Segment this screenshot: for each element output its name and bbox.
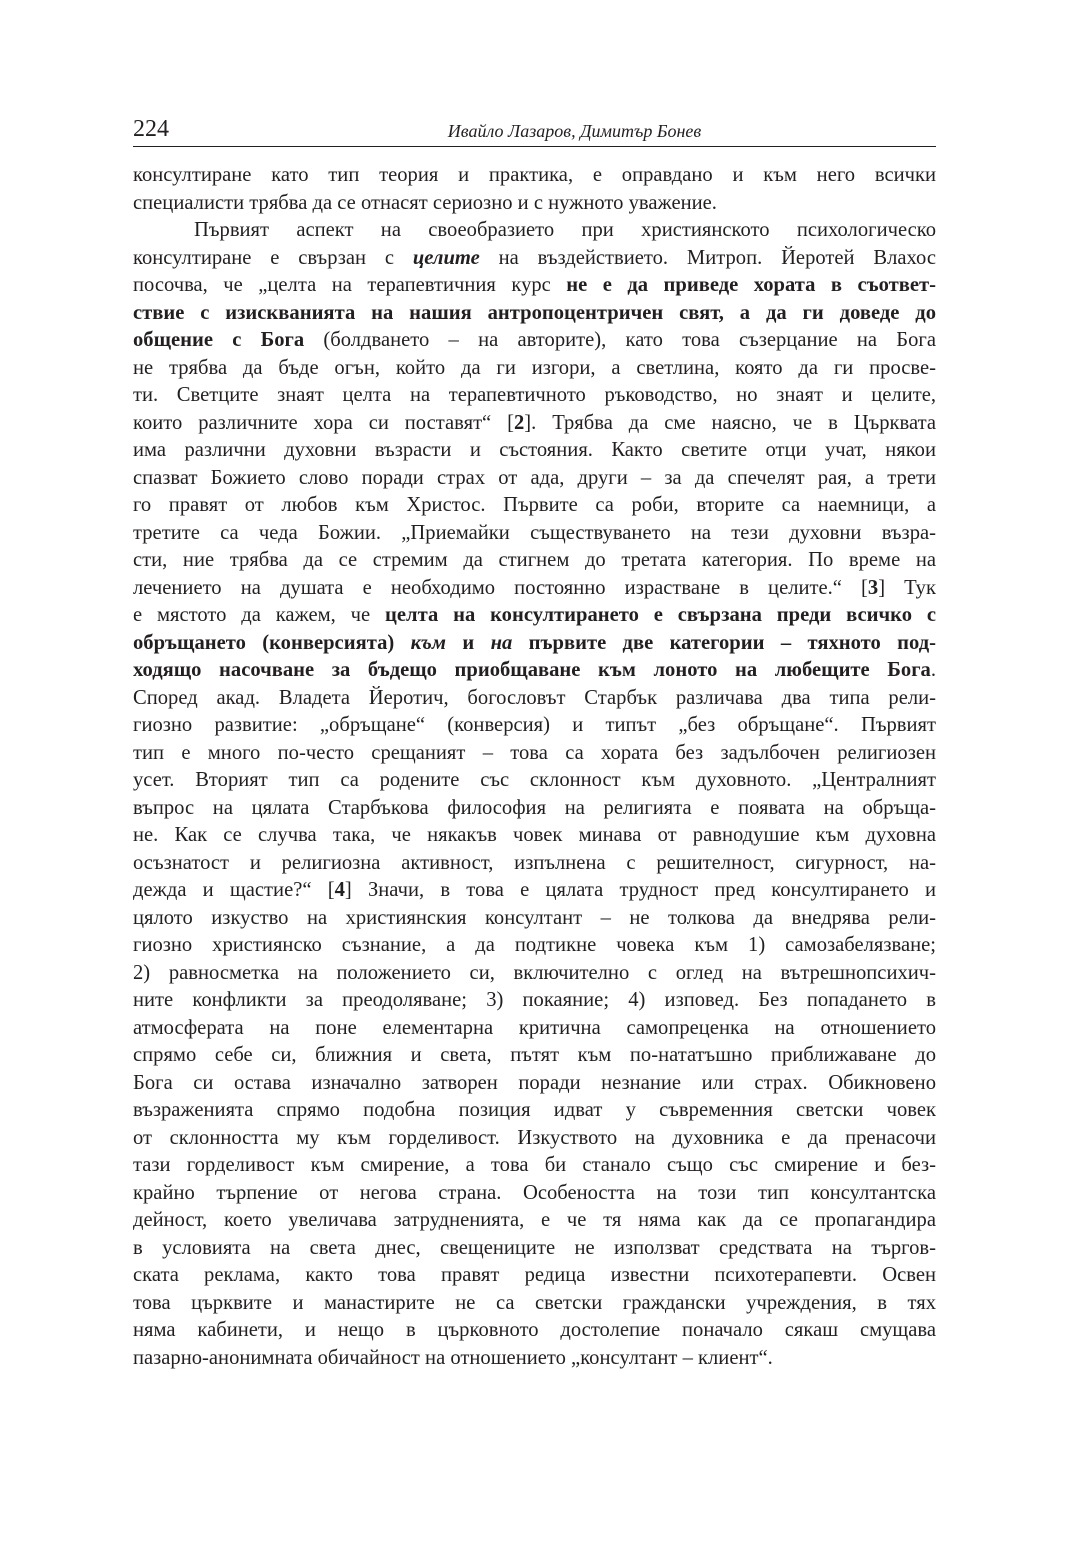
text-line: [133, 547, 936, 575]
text-span: ните конфликти за преодоляване; 3) покаяние; 4) изповед. Без попадането в: [133, 989, 936, 1011]
text-line: [133, 960, 936, 988]
emphasis-span: ствие с изискванията на нашия антропоцентричен свят, а да ги доведе до: [133, 301, 936, 324]
text-span: няма кабинети, и нещо в църковното достолепие поначало сякаш смущава: [133, 1319, 936, 1341]
text-line: [133, 740, 936, 768]
text-span: тази горделивост към смирение, а това би станало също със смирение и без-: [133, 1154, 936, 1176]
text-line: [133, 575, 936, 603]
text-span: дейност, което увеличава затрудненията, е че тя няма как да се пропагандира: [133, 1209, 936, 1231]
running-head: Ивайло Лазаров, Димитър Бонев: [447, 121, 702, 141]
text-span: ] Значи, в това е цялата трудност пред консултирането и: [344, 879, 936, 901]
text-line: [133, 630, 936, 658]
text-span: го правят от любов към Христос. Първите са роби, вторите са наемници, а: [133, 494, 936, 516]
emphasis-span: ходящо насочване за бъдещо приобщаване към лоното на любещите Бога: [133, 659, 931, 681]
body-text: [133, 162, 936, 1372]
text-line: [133, 1290, 936, 1318]
text-line: [133, 1042, 936, 1070]
text-span: осъзнатост и религиозна активност, изпълнена с решителност, сигурност, на-: [133, 851, 936, 874]
emphasis-span: целите: [412, 246, 480, 269]
text-span: не. Как се случва така, че някакъв човек минава от равнодушие към духовна: [133, 824, 936, 846]
text-line: [133, 245, 936, 273]
text-span: атмосферата на поне елементарна критична самопреценка на отношението: [133, 1016, 936, 1039]
text-span: .: [930, 659, 936, 681]
text-span: 2) равносметка на положението си, включително с оглед на вътрешнопсихич-: [133, 961, 936, 984]
text-line: [133, 1125, 936, 1153]
text-line: [133, 657, 936, 685]
text-span: спазват Божието слово поради страх от ада, други – за да спечелят рая, а трети: [133, 466, 936, 489]
text-span: консултиране е свързан с: [133, 246, 413, 269]
text-span: спрямо себе си, ближния и света, пътят към по-нататъшно приближаване до: [133, 1044, 936, 1066]
text-span: специалисти трябва да се отнасят сериозно и с нужното уважение.: [133, 191, 717, 214]
text-span: Според акад. Владета Йеротич, богословът Старбък различава два типа рели-: [133, 686, 936, 709]
page-header: [133, 112, 936, 147]
text-line: [133, 520, 936, 548]
text-span: ската реклама, както това правят редица известни психотерапевти. Освен: [133, 1264, 936, 1286]
text-span: усет. Вторият тип са родените със склонност към духовното. „Централният: [133, 769, 936, 791]
text-span: гиозно развитие: „обръщане“ (конверсия) и типът „без обръщане“. Първият: [133, 714, 936, 736]
text-line: [133, 410, 936, 438]
text-line: [133, 767, 936, 795]
text-span: е мястото да кажем, че: [133, 604, 386, 626]
text-line: [133, 465, 936, 493]
text-span: Бога си остава изначално затворен поради незнание или страх. Обикновено: [133, 1071, 936, 1094]
emphasis-span: 4: [334, 879, 345, 901]
text-span: ] Тук: [878, 576, 936, 599]
text-span: гиозно християнско съзнание, а да подтикне човека към 1) самозабелязване;: [133, 934, 936, 956]
text-span: дежда и щастие?“ [: [133, 879, 335, 901]
text-line: [133, 355, 936, 383]
text-span: консултиране като тип теория и практика, е оправдано и към него всички: [133, 164, 936, 186]
text-line: [133, 795, 936, 823]
text-span: третите са чеда Божии. „Приемайки съществуването на тези духовни възра-: [133, 521, 936, 544]
emphasis-span: и: [446, 631, 491, 654]
text-line: [133, 217, 936, 245]
text-line: [133, 437, 936, 465]
text-line: [133, 685, 936, 713]
text-line: [133, 1015, 936, 1043]
text-line: [133, 492, 936, 520]
text-line: [133, 1152, 936, 1180]
text-line: [133, 190, 936, 218]
text-line: [133, 162, 936, 190]
text-span: посочва, че „целта на терапевтичния курс: [133, 274, 567, 296]
text-span: от склонността му към горделивост. Изкуството на духовника е да пренасочи: [133, 1126, 936, 1149]
emphasis-span: първите две категории – тяхното под-: [512, 631, 936, 654]
text-span: не трябва да бъде огън, който да ги изгори, а светлина, която да ги просве-: [133, 356, 936, 379]
text-span: това църквите и манастирите не са светски граждански учреждения, в тях: [133, 1291, 936, 1314]
text-line: [133, 1180, 936, 1208]
text-line: [133, 1345, 936, 1373]
text-line: [133, 850, 936, 878]
emphasis-span: не е да приведе хората в съответ-: [566, 274, 936, 296]
text-span: лечението на душата е необходимо постоянно израстване в целите.“ [: [133, 576, 868, 599]
text-span: в условията на света днес, свещениците не използват средствата на търгов-: [133, 1236, 936, 1259]
emphasis-span: на: [490, 631, 513, 654]
text-span: възраженията спрямо подобна позиция идват у съвременния светски човек: [133, 1099, 936, 1121]
text-line: [133, 602, 936, 630]
text-line: [133, 987, 936, 1015]
emphasis-span: 2: [513, 411, 525, 434]
text-line: [133, 300, 936, 328]
text-span: цялото изкуство на християнския консултант – не толкова да внедрява рели-: [133, 906, 936, 929]
text-line: [133, 382, 936, 410]
text-line: [133, 1207, 936, 1235]
page-number: 224: [133, 116, 169, 142]
text-line: [133, 822, 936, 850]
text-line: [133, 877, 936, 905]
text-line: [133, 1262, 936, 1290]
text-span: крайно търпение от негова страна. Особеността на този тип консултантска: [133, 1181, 936, 1204]
emphasis-span: целта на консултирането е свързана преди всичко с: [385, 604, 936, 626]
text-span: на въздействието. Митроп. Йеротей Влахос: [479, 246, 936, 269]
text-span: ти. Светците знаят целта на терапевтичното ръководство, но знаят и целите,: [133, 384, 936, 406]
emphasis-span: към: [410, 631, 446, 654]
text-line: [133, 1070, 936, 1098]
text-line: [133, 932, 936, 960]
text-span: тип е много по-често срещаният – това са хората без задълбочен религиозен: [133, 741, 936, 764]
text-line: [133, 712, 936, 740]
text-line: [133, 1317, 936, 1345]
text-span: сти, ние трябва да се стремим да стигнем до третата категория. По време на: [133, 549, 936, 571]
text-span: въпрос на цялата Старбъкова философия на религията е появата на обръща-: [133, 796, 936, 819]
text-span: които различните хора си поставят“ [: [133, 411, 514, 434]
text-span: има различни духовни възрасти и състояния. Както светите отци учат, някои: [133, 439, 936, 461]
emphasis-span: обръщането (конверсията): [133, 631, 411, 654]
text-line: [133, 327, 936, 355]
text-span: ]. Трябва да сме наясно, че в Църквата: [524, 411, 936, 434]
emphasis-span: общение с Бога: [133, 329, 305, 351]
text-line: [133, 272, 936, 300]
emphasis-span: 3: [867, 576, 879, 599]
text-span: (болдването – на авторите), като това съзерцание на Бога: [304, 329, 936, 351]
text-span: пазарно-анонимната обичайност на отношението „консултант – клиент“.: [133, 1346, 773, 1369]
text-line: [133, 1235, 936, 1263]
text-span: Първият аспект на своеобразието при християнското психологическо: [194, 219, 936, 241]
text-line: [133, 1097, 936, 1125]
text-line: [133, 905, 936, 933]
